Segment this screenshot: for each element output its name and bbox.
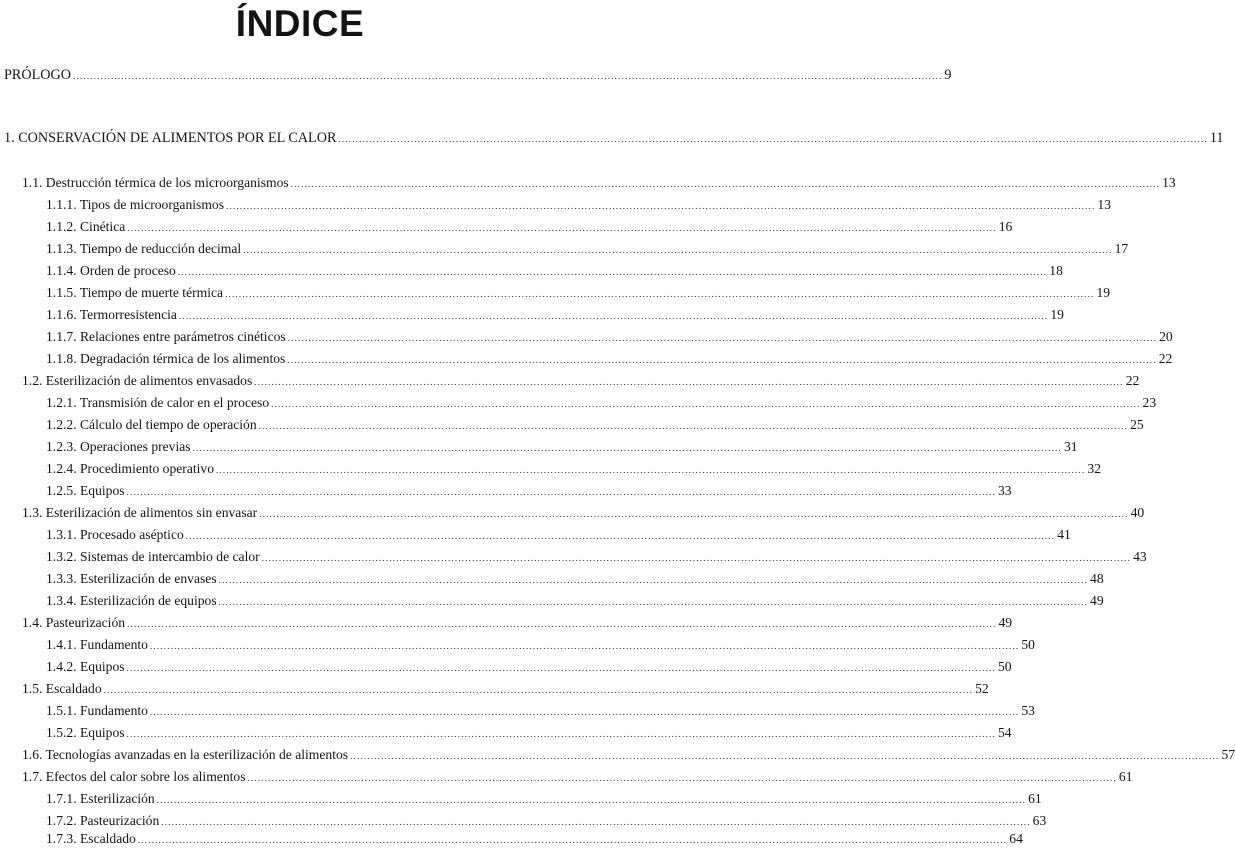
toc-entry-page: 19 [1050,307,1064,322]
toc-entry-subsection [46,196,1111,215]
toc-entry-page: 9 [944,67,952,83]
toc-entry-subsection [46,812,1047,831]
toc-entry-label: 1.1.3. Tiempo de reducción decimal [46,241,242,256]
toc-entry-page: 13 [1097,197,1111,212]
toc-entry-subsection [46,306,1064,325]
toc-entry-subsection [46,240,1129,259]
dot-leader: ............................................................................................................................................................................................................................................................ [73,71,943,81]
toc-entry-label: 1.4.2. Equipos [46,659,125,674]
toc-entry-page: 22 [1125,373,1140,388]
dot-leader: ............................................................................................................................................................................................................................................................ [218,597,1089,607]
toc-entry-label: 1.3.1. Procesado aséptico [46,527,184,542]
toc-entry-chapter-1 [4,129,1224,148]
toc-entry-label: 1.5.1. Fundamento [46,703,148,718]
toc-entry-label: 1.2.1. Transmisión de calor en el proceso [46,395,270,410]
dot-leader: ............................................................................................................................................................................................................................................................ [192,443,1062,453]
toc-entry-subsection [46,438,1078,457]
dot-leader: ............................................................................................................................................................................................................................................................ [254,377,1124,387]
toc-entry-label: 1.7. Efectos del calor sobre los alimentos [22,769,246,784]
toc-entry-prologo [4,66,952,85]
dot-leader: ............................................................................................................................................................................................................................................................ [149,641,1020,651]
toc-entry-page: 52 [975,681,989,696]
toc-entry-subsection [46,592,1104,611]
toc-entry-section [22,614,1013,633]
toc-entry-page: 61 [1118,769,1133,784]
toc-entry-label: 1.2. Esterilización de alimentos envasados [22,373,253,388]
toc-entry-subsection [46,328,1173,347]
toc-entry-subsection [46,350,1173,369]
dot-leader: ............................................................................................................................................................................................................................................................ [225,289,1095,299]
toc-entry-subsection [46,460,1101,479]
dot-leader: ............................................................................................................................................................................................................................................................ [290,179,1161,189]
toc-entry-subsection [46,262,1063,281]
toc-entry-page: 33 [997,483,1012,498]
dot-leader: ............................................................................................................................................................................................................................................................ [247,773,1117,783]
toc-entry-label: 1.1.4. Orden de proceso [46,263,176,278]
toc-entry-label: 1.1.7. Relaciones entre parámetros cinéticos [46,329,286,344]
dot-leader: ............................................................................................................................................................................................................................................................ [137,835,1008,845]
toc-entry-subsection [46,482,1012,501]
toc-entry-label: 1.5.2. Equipos [46,725,125,740]
toc-entry-page: 53 [1021,703,1035,718]
dot-leader: ............................................................................................................................................................................................................................................................ [216,465,1086,475]
toc-entry-subsection [46,830,1023,849]
toc-entry-label: 1.6. Tecnologías avanzadas en la esterilización de alimentos [22,747,349,762]
toc-entry-subsection [46,526,1071,545]
toc-entry-label: 1.1. Destrucción térmica de los microorganismos [22,175,289,190]
toc-entry-label: 1.2.4. Procedimiento operativo [46,461,214,476]
dot-leader: ............................................................................................................................................................................................................................................................ [126,729,996,739]
toc-entry-label: 1.3.2. Sistemas de intercambio de calor [46,549,260,564]
toc-entry-label: 1.3. Esterilización de alimentos sin envasar [22,505,258,520]
toc-entry-page: 49 [1090,593,1104,608]
toc-entry-page: 17 [1114,241,1129,256]
toc-entry-subsection [46,790,1042,809]
toc-entry-page: 16 [998,219,1013,234]
toc-entry-subsection [46,636,1035,655]
dot-leader: ............................................................................................................................................................................................................................................................ [127,619,997,629]
toc-entry-page: 57 [1221,747,1235,762]
dot-leader: ............................................................................................................................................................................................................................................................ [149,707,1020,717]
toc-entry-label: 1.2.5. Equipos [46,483,125,498]
dot-leader: ............................................................................................................................................................................................................................................................ [178,311,1049,321]
toc-entry-label: 1.4. Pasteurización [22,615,126,630]
toc-entry-subsection [46,724,1012,743]
toc-entry-subsection [46,218,1013,237]
toc-entry-subsection [46,548,1147,567]
toc-entry-page: 50 [1021,637,1035,652]
toc-entry-subsection [46,284,1111,303]
toc-entry-label: 1.1.8. Degradación térmica de los alimentos [46,351,286,366]
dot-leader: ............................................................................................................................................................................................................................................................ [126,487,996,497]
toc-entry-label: 1.1.1. Tipos de microorganismos [46,197,224,212]
toc-entry-page: 31 [1063,439,1078,454]
dot-leader: ............................................................................................................................................................................................................................................................ [261,553,1132,563]
toc-entry-label: 1. CONSERVACIÓN DE ALIMENTOS POR EL CALOR [4,130,337,146]
toc-entry-subsection [46,416,1144,435]
dot-leader: ............................................................................................................................................................................................................................................................ [287,355,1157,365]
toc-entry-label: 1.5. Escaldado [22,681,102,696]
dot-leader: ............................................................................................................................................................................................................................................................ [161,817,1031,827]
toc-entry-section [22,174,1176,193]
toc-entry-label: 1.7.1. Esterilización [46,791,155,806]
dot-leader: ............................................................................................................................................................................................................................................................ [156,795,1027,805]
toc-entry-label: 1.7.3. Escaldado [46,831,136,846]
dot-leader: ............................................................................................................................................................................................................................................................ [127,223,997,233]
toc-entry-page: 63 [1032,813,1047,828]
toc-entry-subsection [46,702,1035,721]
toc-entry-page: 61 [1028,791,1042,806]
toc-entry-section [22,746,1235,765]
toc-entry-page: 13 [1162,175,1176,190]
toc-entry-section [22,680,989,699]
toc-entry-page: 11 [1209,130,1224,146]
toc-entry-label: 1.1.5. Tiempo de muerte térmica [46,285,224,300]
toc-entry-page: 20 [1159,329,1173,344]
toc-entry-page: 41 [1057,527,1071,542]
toc-entry-page: 64 [1009,831,1023,846]
dot-leader: ............................................................................................................................................................................................................................................................ [226,201,1096,211]
dot-leader: ............................................................................................................................................................................................................................................................ [177,267,1048,277]
toc-entry-section [22,504,1145,523]
toc-entry-subsection [46,394,1157,413]
dot-leader: ............................................................................................................................................................................................................................................................ [259,509,1129,519]
toc-entry-page: 25 [1130,417,1144,432]
toc-entry-page: 50 [997,659,1012,674]
toc-entry-label: 1.1.6. Termorresistencia [46,307,177,322]
toc-entry-page: 48 [1090,571,1104,586]
toc-entry-page: 40 [1130,505,1145,520]
toc-entry-subsection [46,658,1012,677]
toc-entry-page: 19 [1096,285,1111,300]
dot-leader: ............................................................................................................................................................................................................................................................ [103,685,974,695]
toc-entry-section [22,372,1140,391]
dot-leader: ............................................................................................................................................................................................................................................................ [258,421,1129,431]
dot-leader: ............................................................................................................................................................................................................................................................ [350,751,1220,761]
toc-entry-page: 32 [1087,461,1101,476]
dot-leader: ............................................................................................................................................................................................................................................................ [287,333,1158,343]
toc-entry-section [22,768,1133,787]
toc-entry-page: 54 [997,725,1012,740]
toc-entry-page: 18 [1049,263,1063,278]
toc-entry-page: 43 [1133,549,1147,564]
toc-entry-label: 1.1.2. Cinética [46,219,126,234]
dot-leader: ............................................................................................................................................................................................................................................................ [185,531,1056,541]
toc-entry-label: 1.2.2. Cálculo del tiempo de operación [46,417,257,432]
toc-entry-page: 23 [1142,395,1157,410]
dot-leader: ............................................................................................................................................................................................................................................................ [243,245,1113,255]
dot-leader: ............................................................................................................................................................................................................................................................ [271,399,1141,409]
dot-leader: ............................................................................................................................................................................................................................................................ [126,663,996,673]
toc-entry-label: 1.4.1. Fundamento [46,637,148,652]
toc-entry-page: 22 [1158,351,1173,366]
toc-entry-label: 1.3.3. Esterilización de envases [46,571,217,586]
toc-entry-label: 1.7.2. Pasteurización [46,813,160,828]
dot-leader: ............................................................................................................................................................................................................................................................ [338,134,1208,144]
toc-entry-label: 1.3.4. Esterilización de equipos [46,593,217,608]
toc-entry-label: PRÓLOGO [4,67,72,83]
toc-entry-subsection [46,570,1104,589]
page-title: ÍNDICE [235,3,365,44]
toc-entry-page: 49 [998,615,1013,630]
toc-entry-label: 1.2.3. Operaciones previas [46,439,191,454]
dot-leader: ............................................................................................................................................................................................................................................................ [218,575,1089,585]
